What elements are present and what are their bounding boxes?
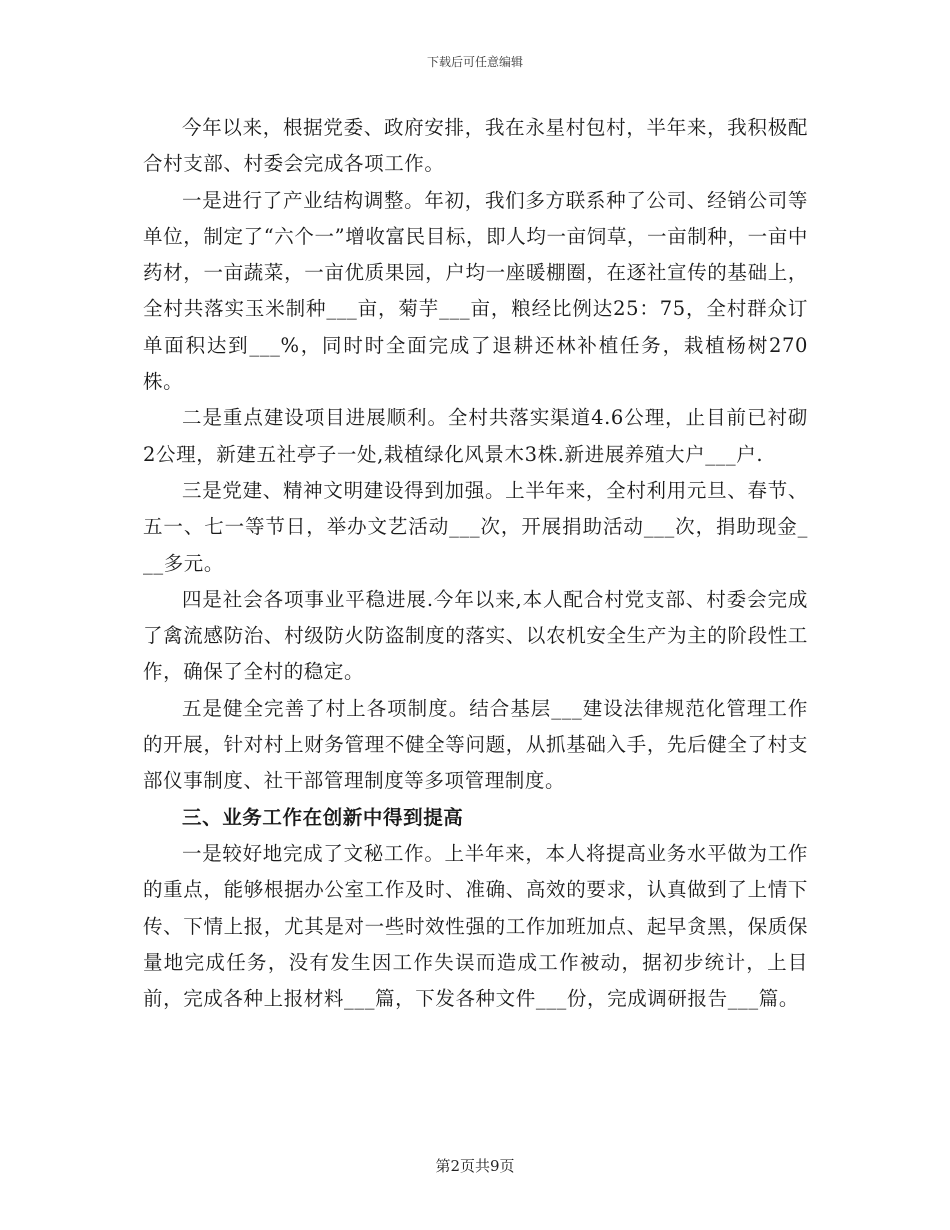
document-body xyxy=(143,110,808,1017)
page-footer: 第2页共9页 xyxy=(435,1157,515,1175)
paragraph-village-systems: 五是健全完善了村上各项制度。结合基层___建设法律规范化管理工作的开展，针对村上财务管理不健全等问题，从抓基础入手，先后健全了村支部仪事制度、社干部管理制度等多项管理制度。 xyxy=(143,696,808,793)
paragraph-industry-structure: 一是进行了产业结构调整。年初，我们多方联系种了公司、经销公司等单位，制定了“六个一”增收富民目标，即人均一亩饲草，一亩制种，一亩中药材，一亩蔬菜，一亩优质果园，户均一座暖棚圈，在逐社宣传的基础上，全村共落实玉米制种___亩，菊芋___亩，粮经比例达25：75，全村群众订单面积达到___%，同时时全面完成了退耕还林补植任务，栽植杨树270株。 xyxy=(143,188,808,394)
paragraph-intro: 今年以来，根据党委、政府安排，我在永星村包村，半年来，我积极配合村支部、村委会完成各项工作。 xyxy=(143,116,808,176)
page-header: 下载后可任意编辑 xyxy=(426,55,523,69)
paragraph-party-building: 三是党建、精神文明建设得到加强。上半年来，全村利用元旦、春节、五一、七一等节日，举办文艺活动___次，开展捐助活动___次，捐助现金___多元。 xyxy=(143,478,808,575)
paragraph-key-projects: 二是重点建设项目进展顺利。全村共落实渠道4.6公理，止目前已衬砌2公理，新建五社亭子一处,栽植绿化风景木3株.新进展养殖大户___户. xyxy=(143,406,808,466)
section-heading: 三、业务工作在创新中得到提高 xyxy=(182,805,464,829)
paragraph-social-affairs: 四是社会各项事业平稳进展.今年以来,本人配合村党支部、村委会完成了禽流感防治、村级防火防盗制度的落实、以农机安全生产为主的阶段性工作，确保了全村的稳定。 xyxy=(143,587,808,684)
paragraph-secretarial-work: 一是较好地完成了文秘工作。上半年来，本人将提高业务水平做为工作的重点，能够根据办公室工作及时、准确、高效的要求，认真做到了上情下传、下情上报，尤其是对一些时效性强的工作加班加点、起早贪黑，保质保量地完成任务，没有发生因工作失误而造成工作被动，据初步统计，上目前，完成各种上报材料___篇，下发各种文件___份，完成调研报告___篇。 xyxy=(143,841,808,1011)
